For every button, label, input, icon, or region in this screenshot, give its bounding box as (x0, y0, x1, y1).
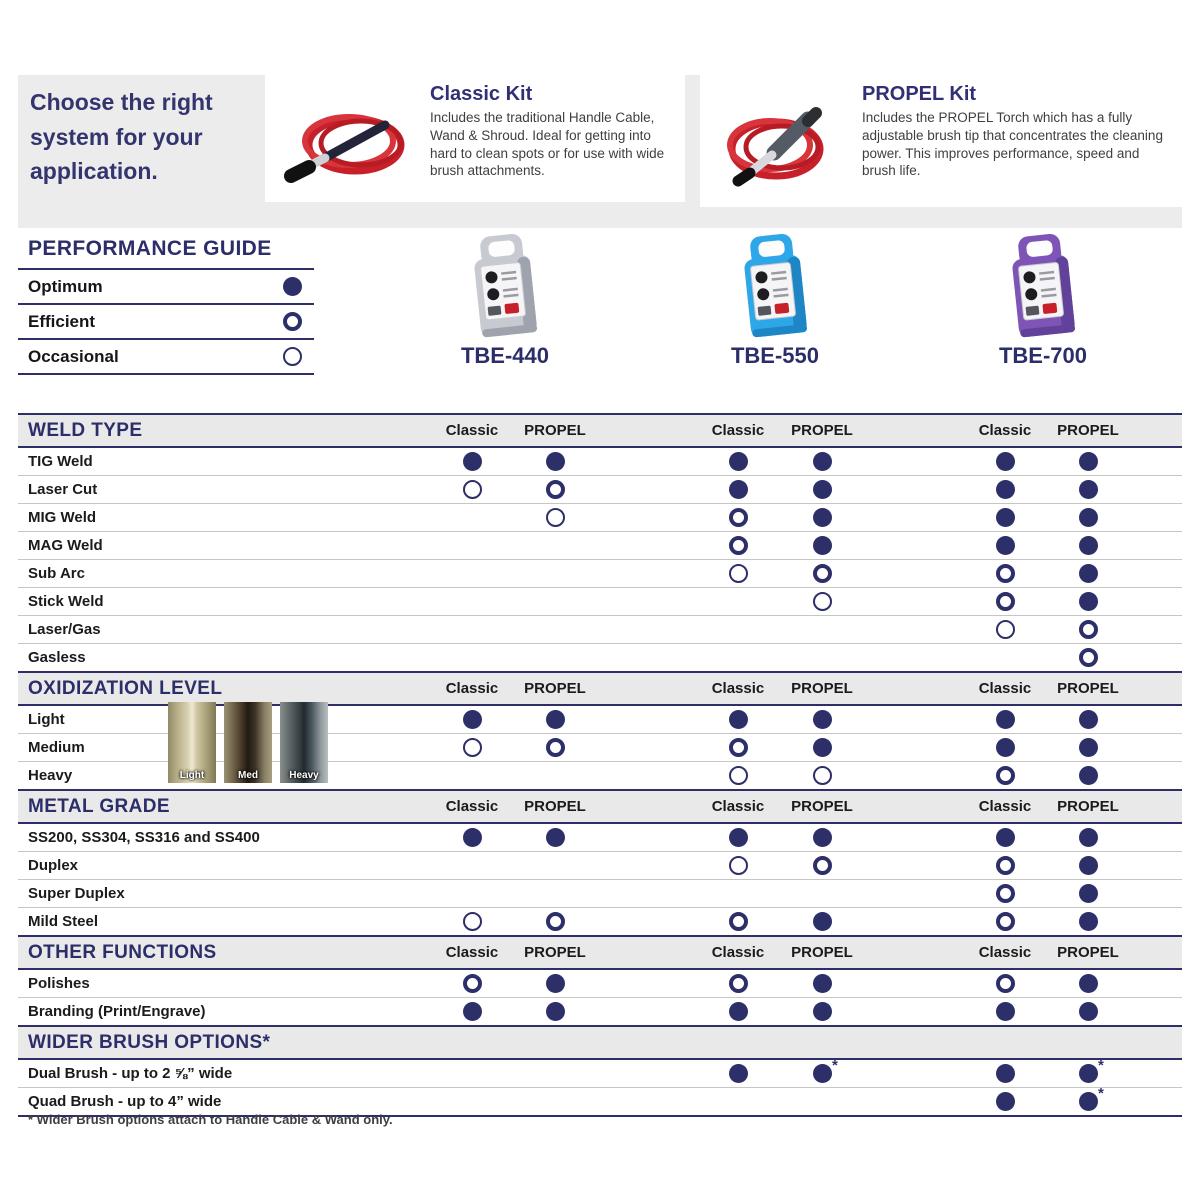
optimum-dot-icon (996, 1064, 1015, 1083)
row-label: MAG Weld (28, 537, 103, 554)
row-label: Heavy (28, 767, 73, 784)
table-row (18, 616, 1182, 644)
optimum-dot-icon (996, 536, 1015, 555)
table-row (18, 852, 1182, 880)
optimum-dot-icon (813, 710, 832, 729)
optimum-marker (729, 452, 748, 471)
efficient-dot-icon (546, 912, 565, 931)
row-label: TIG Weld (28, 453, 93, 470)
column-header-classic: Classic (978, 680, 1032, 697)
occasional-dot-icon (463, 912, 482, 931)
occasional-dot-icon (729, 766, 748, 785)
efficient-dot-icon (546, 738, 565, 757)
optimum-marker (1079, 766, 1098, 785)
column-header-propel: PROPEL (524, 422, 586, 439)
optimum-marker (813, 536, 832, 555)
occasional-dot-icon (813, 592, 832, 611)
page-title: Choose the right system for your application. (30, 89, 213, 184)
optimum-dot-icon (1079, 710, 1098, 729)
column-header-propel: PROPEL (524, 680, 586, 697)
optimum-dot-icon (996, 508, 1015, 527)
section-title: WIDER BRUSH OPTIONS* (28, 1032, 271, 1053)
table-row (18, 824, 1182, 852)
optimum-dot-icon (729, 480, 748, 499)
optimum-marker (546, 828, 565, 847)
column-header-classic: Classic (711, 680, 765, 697)
optimum-marker (996, 738, 1015, 757)
column-header-propel: PROPEL (1057, 944, 1119, 961)
optimum-dot-icon (546, 974, 565, 993)
table-row (18, 476, 1182, 504)
optimum-dot-icon (463, 828, 482, 847)
optimum-marker (813, 710, 832, 729)
column-header-classic: Classic (978, 798, 1032, 815)
row-label: Duplex (28, 857, 79, 874)
optimum-marker (729, 1064, 748, 1083)
optimum-marker (1079, 1002, 1098, 1021)
efficient-marker (996, 564, 1015, 583)
optimum-dot-icon (1079, 564, 1098, 583)
optimum-dot-icon (1079, 452, 1098, 471)
optimum-dot-icon (546, 828, 565, 847)
optimum-dot-icon (729, 452, 748, 471)
weld-seam-photo-label: Heavy (289, 770, 319, 781)
weld-seam-photo-heavy (280, 702, 328, 783)
row-label: Stick Weld (28, 593, 104, 610)
optimum-dot-icon (463, 710, 482, 729)
section-header (18, 1025, 1182, 1060)
optimum-dot-icon (1079, 856, 1098, 875)
optimum-marker (813, 974, 832, 993)
row-label: SS200, SS304, SS316 and SS400 (28, 829, 260, 846)
column-header-classic: Classic (711, 798, 765, 815)
table-row (18, 1057, 1182, 1088)
optimum-marker (813, 452, 832, 471)
oxidization-sample-images (168, 702, 338, 783)
weld-seam-photo-label: Light (179, 770, 205, 781)
column-header-propel: PROPEL (1057, 422, 1119, 439)
optimum-dot-icon (1079, 828, 1098, 847)
table-row (18, 1085, 1182, 1115)
efficient-marker (729, 738, 748, 757)
machine-icon-tbe-700 (995, 233, 1091, 346)
comparison-table (18, 413, 1182, 1117)
column-header-classic: Classic (711, 422, 765, 439)
row-label: Laser Cut (28, 481, 98, 498)
product-lineup (18, 233, 1182, 393)
section-header (18, 935, 1182, 970)
propel-kit-torch-icon (708, 97, 853, 197)
optimum-marker (813, 828, 832, 847)
occasional-marker (729, 766, 748, 785)
optimum-marker (996, 828, 1015, 847)
efficient-marker (729, 974, 748, 993)
machine-icon-tbe-440 (457, 233, 553, 346)
column-header-classic: Classic (445, 422, 499, 439)
optimum-marker (1079, 592, 1098, 611)
efficient-marker (463, 974, 482, 993)
optimum-dot-icon (1079, 536, 1098, 555)
efficient-marker (996, 884, 1015, 903)
product-model-label: TBE-700 (998, 343, 1088, 368)
occasional-marker (996, 620, 1015, 639)
occasional-marker (813, 766, 832, 785)
row-label: Light (28, 711, 65, 728)
classic-kit-description: Includes the traditional Handle Cable, Wand & Shroud. Ideal for getting into hard to clean spots or for use with wide brush attachments. (430, 110, 665, 179)
efficient-dot-icon (729, 912, 748, 931)
row-label: Sub Arc (28, 565, 85, 582)
efficient-dot-icon (996, 974, 1015, 993)
column-header-classic: Classic (445, 798, 499, 815)
occasional-marker (463, 480, 482, 499)
optimum-marker (463, 710, 482, 729)
optimum-dot-icon (813, 738, 832, 757)
row-label: Branding (Print/Engrave) (28, 1003, 206, 1020)
efficient-dot-icon (813, 856, 832, 875)
propel-kit-title: PROPEL Kit (862, 83, 977, 105)
occasional-marker (729, 856, 748, 875)
table-row (18, 560, 1182, 588)
optimum-marker (996, 710, 1015, 729)
section-oxidization-level (18, 671, 1182, 789)
optimum-marker (729, 710, 748, 729)
optimum-marker (1079, 974, 1098, 993)
efficient-dot-icon (996, 884, 1015, 903)
column-header-propel: PROPEL (1057, 798, 1119, 815)
section-other-functions (18, 935, 1182, 1025)
efficient-marker (729, 536, 748, 555)
row-label: Medium (28, 739, 85, 756)
optimum-dot-icon (813, 912, 832, 931)
optimum-dot-icon (813, 828, 832, 847)
optimum-marker (546, 452, 565, 471)
efficient-marker (1079, 620, 1098, 639)
optimum-dot-icon (1079, 766, 1098, 785)
efficient-dot-icon (729, 508, 748, 527)
optimum-dot-icon (813, 1002, 832, 1021)
optimum-marker (996, 1064, 1015, 1083)
optimum-dot-icon (729, 1002, 748, 1021)
weld-seam-photo-light (168, 702, 216, 783)
optimum-marker (1079, 884, 1098, 903)
optimum-dot-icon (1079, 1092, 1098, 1111)
column-header-propel: PROPEL (791, 798, 853, 815)
optimum-dot-icon (546, 1002, 565, 1021)
optimum-marker (813, 1002, 832, 1021)
column-header-classic: Classic (711, 944, 765, 961)
optimum-dot-icon (729, 828, 748, 847)
occasional-dot-icon (546, 508, 565, 527)
efficient-marker (1079, 648, 1098, 667)
product-model-label: TBE-440 (460, 343, 550, 368)
optimum-dot-icon (729, 710, 748, 729)
optimum-marker (996, 1092, 1015, 1111)
optimum-dot-icon (546, 710, 565, 729)
row-label: Gasless (28, 649, 86, 666)
optimum-marker (1079, 828, 1098, 847)
section-wider-brush-options (18, 1025, 1182, 1117)
table-row (18, 998, 1182, 1025)
classic-kit-title: Classic Kit (430, 83, 533, 105)
optimum-dot-icon (813, 1064, 832, 1083)
optimum-dot-icon (996, 480, 1015, 499)
performance-guide-title: PERFORMANCE GUIDE (18, 237, 314, 270)
efficient-dot-icon (546, 480, 565, 499)
efficient-dot-icon (729, 738, 748, 757)
row-label: Polishes (28, 975, 90, 992)
optimum-marker (996, 1002, 1015, 1021)
column-header-classic: Classic (445, 680, 499, 697)
efficient-marker (996, 912, 1015, 931)
optimum-marker (1079, 508, 1098, 527)
optimum-dot-icon (996, 1002, 1015, 1021)
column-header-propel: PROPEL (524, 798, 586, 815)
section-title: OXIDIZATION LEVEL (28, 678, 223, 699)
column-header-propel: PROPEL (1057, 680, 1119, 697)
intro-band (18, 75, 1182, 228)
weld-seam-photo-med (224, 702, 272, 783)
optimum-marker (463, 452, 482, 471)
asterisk-marker: * (1098, 1057, 1104, 1074)
propel-kit-card (700, 75, 1182, 207)
product-tbe-440 (457, 233, 553, 368)
optimum-marker (996, 508, 1015, 527)
optimum-marker (813, 738, 832, 757)
product-model-label: TBE-550 (730, 343, 820, 368)
section-weld-type (18, 413, 1182, 671)
optimum-dot-icon (996, 828, 1015, 847)
efficient-dot-icon (1079, 648, 1098, 667)
efficient-dot-icon (1079, 620, 1098, 639)
efficient-marker (996, 856, 1015, 875)
section-title: OTHER FUNCTIONS (28, 942, 217, 963)
optimum-dot-icon (996, 1092, 1015, 1111)
occasional-dot-icon (463, 480, 482, 499)
optimum-marker (1079, 452, 1098, 471)
table-row (18, 448, 1182, 476)
asterisk-marker: * (1098, 1085, 1104, 1102)
classic-kit-cable-icon (273, 97, 423, 192)
section-header (18, 671, 1182, 706)
optimum-dot-icon (813, 536, 832, 555)
optimum-marker (813, 508, 832, 527)
optimum-marker (1079, 710, 1098, 729)
optimum-marker (996, 480, 1015, 499)
occasional-marker (546, 508, 565, 527)
efficient-marker (996, 974, 1015, 993)
optimum-marker (463, 1002, 482, 1021)
optimum-dot-icon (463, 452, 482, 471)
optimum-marker (1079, 738, 1098, 757)
optimum-marker (729, 828, 748, 847)
optimum-marker (813, 480, 832, 499)
row-label: Super Duplex (28, 885, 125, 902)
optimum-dot-icon (1079, 884, 1098, 903)
section-metal-grade (18, 789, 1182, 935)
weld-seam-photo-label: Med (238, 770, 258, 781)
optimum-marker (1079, 1064, 1098, 1083)
row-label: MIG Weld (28, 509, 97, 526)
optimum-dot-icon (1079, 508, 1098, 527)
optimum-marker (996, 536, 1015, 555)
occasional-dot-icon (463, 738, 482, 757)
column-header-propel: PROPEL (791, 680, 853, 697)
footnote: * Wider Brush options attach to Handle Cable & Wand only. (28, 1112, 393, 1127)
asterisk-marker: * (832, 1057, 838, 1074)
optimum-dot-icon (1079, 592, 1098, 611)
performance-level-label: Efficient (28, 312, 96, 331)
row-label: Laser/Gas (28, 621, 101, 638)
optimum-dot-icon (729, 1064, 748, 1083)
optimum-dot-icon (813, 974, 832, 993)
column-header-propel: PROPEL (791, 944, 853, 961)
efficient-dot-icon (996, 766, 1015, 785)
efficient-marker (996, 592, 1015, 611)
optimum-marker (1079, 856, 1098, 875)
optimum-dot-icon (996, 452, 1015, 471)
table-row (18, 970, 1182, 998)
product-tbe-550 (727, 233, 823, 368)
column-header-propel: PROPEL (524, 944, 586, 961)
optimum-dot-icon (1079, 480, 1098, 499)
efficient-dot-icon (996, 564, 1015, 583)
table-row (18, 588, 1182, 616)
efficient-dot-icon (463, 974, 482, 993)
efficient-dot-icon (729, 536, 748, 555)
optimum-marker (1079, 536, 1098, 555)
optimum-dot-icon (1079, 1064, 1098, 1083)
table-row (18, 880, 1182, 908)
occasional-dot-icon (729, 856, 748, 875)
optimum-dot-icon (813, 480, 832, 499)
optimum-dot-icon (1079, 738, 1098, 757)
efficient-dot-icon (813, 564, 832, 583)
section-header (18, 789, 1182, 824)
efficient-marker (546, 480, 565, 499)
occasional-marker (463, 912, 482, 931)
occasional-dot-icon (729, 564, 748, 583)
optimum-marker (996, 452, 1015, 471)
column-header-classic: Classic (978, 422, 1032, 439)
optimum-marker (1079, 912, 1098, 931)
section-title: METAL GRADE (28, 796, 170, 817)
row-label: Dual Brush - up to 2 ⅝” wide (28, 1065, 233, 1082)
optimum-marker (463, 828, 482, 847)
optimum-marker (1079, 564, 1098, 583)
efficient-marker (546, 738, 565, 757)
optimum-dot-icon (813, 508, 832, 527)
optimum-dot-icon (813, 452, 832, 471)
column-header-propel: PROPEL (791, 422, 853, 439)
efficient-marker (546, 912, 565, 931)
optimum-marker (813, 912, 832, 931)
product-tbe-700 (995, 233, 1091, 368)
performance-level-label: Occasional (28, 347, 119, 366)
occasional-marker (729, 564, 748, 583)
optimum-marker (813, 1064, 832, 1083)
optimum-marker (729, 1002, 748, 1021)
efficient-marker (729, 912, 748, 931)
column-header-classic: Classic (978, 944, 1032, 961)
optimum-dot-icon (463, 1002, 482, 1021)
optimum-marker (546, 1002, 565, 1021)
optimum-marker (1079, 480, 1098, 499)
occasional-marker (813, 592, 832, 611)
optimum-dot-icon (996, 710, 1015, 729)
section-header (18, 413, 1182, 448)
classic-kit-card (265, 75, 685, 202)
optimum-dot-icon (1079, 1002, 1098, 1021)
machine-icon-tbe-550 (727, 233, 823, 346)
efficient-dot-icon (996, 592, 1015, 611)
table-row (18, 504, 1182, 532)
optimum-marker (1079, 1092, 1098, 1111)
efficient-marker (813, 856, 832, 875)
optimum-marker (546, 974, 565, 993)
efficient-dot-icon (996, 912, 1015, 931)
row-label: Mild Steel (28, 913, 99, 930)
row-label: Quad Brush - up to 4” wide (28, 1093, 222, 1110)
optimum-dot-icon (1079, 912, 1098, 931)
optimum-marker (729, 480, 748, 499)
optimum-dot-icon (1079, 974, 1098, 993)
efficient-marker (729, 508, 748, 527)
performance-level-label: Optimum (28, 277, 103, 296)
efficient-marker (996, 766, 1015, 785)
section-title: WELD TYPE (28, 420, 143, 441)
occasional-marker (463, 738, 482, 757)
column-header-classic: Classic (445, 944, 499, 961)
optimum-dot-icon (546, 452, 565, 471)
efficient-dot-icon (729, 974, 748, 993)
table-row (18, 532, 1182, 560)
efficient-marker (813, 564, 832, 583)
occasional-dot-icon (996, 620, 1015, 639)
table-row (18, 908, 1182, 935)
optimum-dot-icon (996, 738, 1015, 757)
efficient-dot-icon (996, 856, 1015, 875)
occasional-dot-icon (813, 766, 832, 785)
optimum-marker (546, 710, 565, 729)
propel-kit-description: Includes the PROPEL Torch which has a fully adjustable brush tip that concentrates the cleaning power. This improves performance, speed and brush life. (862, 110, 1163, 179)
table-row (18, 644, 1182, 671)
